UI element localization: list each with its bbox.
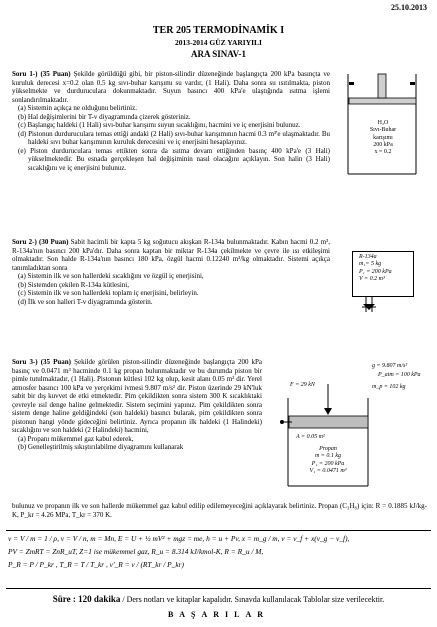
figure-tank-2 [352,251,414,297]
list-item: (c) Sistemin ilk ve son hallerdeki toplam iç enerjisini, belirleyin. [18,289,199,298]
list-item: (d) İlk ve son halleri T-v diyagramında gösterin. [18,297,153,306]
figure-2-line: V = 0.2 m³ [359,275,385,282]
list-item: (b) Genelleştirilmiş sıkıştırılabilme diyagramını kullanarak [18,443,184,452]
divider [6,530,431,531]
figure-1-line: x = 0.2 [374,149,392,156]
figure-3-line: Propan [319,446,337,452]
question-1-items [12,104,330,172]
duration-label: Süre : 120 dakika [52,594,121,604]
list-item: (b) Hal değişimlerini bir T-v diyagramında çizerek gösteriniz. [18,112,191,121]
figure-2-line: P₁ = 200 kPa [359,268,392,275]
question-3-intro: Şekilde görülen piston-silindir düzeneğinde başlangıçta 200 kPa basınç ve 0.0471 m³ hacminde 0.1 kg propan bulunmaktadır ve bu durumda piston bir pimle tutulmaktadır, (1 Hali). Pistonun kütlesi 102 kg olup, kesit alanı 0.05 m² dir. Yerel atmosfer basıncı 100 kPa ve yerçekimi ivmesi 9.807 m/s² dir. Piston üzerinde 29 kN'luk sabit bir dış kuvvet de etki etmektedir. Pim çekildikten sonra sistem 300 K sıcaklıktaki çevreyle ısıl denge haline gelmektedir. Sistem seçimini yapınız. Pim çekildikten sonra sistem denge haline geldiğindeki (son haldeki) basıncı bularak, pim çekildikten sonra pistonun hangi yönde gideceğini belirtiniz. Ayrıca propanın ilk haldeki (1 Halindeki) sıcaklığını ve son haldeki (2 Halindeki) hacmini, [12,358,263,435]
exam-rules: / Ders notları ve kitaplar kapalıdır. Sınavda kullanılacak Tablolar size verilecektir. [122,595,385,604]
divider [6,588,431,589]
question-2 [12,238,330,306]
question-2-label: Soru 2-) (30 Puan) [12,238,69,246]
figure-1-line: 200 kPa [373,141,393,148]
formula-sheet [8,534,433,569]
question-2-intro: Sabit hacimli bir kapta 5 kg soğutucu akışkan R-134a bulunmaktadır. Kabın hacmi 0.2 m³, R-134a'nın basıncı 200 kPa'dır. Daha sonra kaptan bir miktar R-134a çekilmekte ve çevre ile ısı etkileşimi olmaktadır. Son halde R-134a'nın basıncı 180 kPa, özgül hacmi 0.12240 m³/kg olmaktadır. Sistemi açıkça tanımladıktan sonra [12,238,331,272]
figure-2-line: R-134a [359,254,377,260]
patm-label: P_atm = 100 kPa [378,372,421,378]
valve-icon [358,296,388,318]
figure-1-line: karışımı [373,134,393,141]
question-3-tail: bulunuz ve propanın ilk ve son hallerde mükemmel gaz kabul edilip edilemeyeceğini açıklayarak belirtiniz. Propan (C₃H₈) için: R = 0.1885 kJ/kg-K, P_kr = 4.26 MPa, T_kr = 370 K. [12,502,427,519]
list-item: (b) Sistemden çekilen R-134a kütlesini, [18,280,130,289]
list-item: (a) Propanı mükemmel gaz kabul ederek, [18,434,134,443]
question-1-label: Soru 1-) (35 Puan) [12,70,71,78]
force-label: F = 29 kN [290,382,315,388]
term-label: 2013-2014 GÜZ YARIYILI [175,38,262,47]
formula-line-1: v = V / m = 1 / ρ, v = V / n, m = Mn, E = U + ½ mV² + mgz = me, h = u + Pv, x = m_g / m, v = v_f + x(v_g − v_f), [8,534,350,543]
list-item: (c) Başlangıç haldeki (1 Hali) sıvı-buhar karışımı suyun sıcaklığını, hacmini ve iç enerjisini bulunuz. [18,121,301,130]
question-2-items [12,272,330,306]
figure-3-line: V₁ = 0.0471 m³ [309,467,347,474]
list-item: (e) Piston durduruculara temas ettikten sonra da ısıtma devam ettiğinden basınç 400 kPa'e (3 Hali) yükselmektedir. Bu esnada gerçekleşen hal değişiminin nasıl olacağını açıklayın. Son halin (3 Hali) sıcaklığını ve iç enerjisini bulunuz. [18,146,330,172]
list-item: (d) Pistonun durduruculara temas ettiği andaki (2 Hali) sıvı-buhar karışımının hacmi 0.3 m³'e ulaşmaktadır. Bu haldeki sıvı buhar karışımının kuruluk derecesini ve iç enerjisini hesaplayınız. [18,129,330,147]
formula-line-3: P_R = P / P_kr , T_R = T / T_kr , v'_R = v / (RT_kr / P_kr) [8,560,184,570]
figure-1-line: H₂O [377,120,389,126]
question-1 [12,70,330,172]
figure-1-label [348,120,418,157]
propane-label [298,446,358,475]
formula-line-2: PV = ZmRT = ZnR_uT, Z=1 ise mükemmel gaz, R_u = 8.314 kJ/kmol-K, R = R_u / M, [8,547,264,557]
footer-note [0,594,437,605]
exam-date: 25.10.2013 [391,3,427,12]
gravity-label: g = 9.807 m/s² [372,363,408,369]
question-3-items [12,435,262,452]
piston-mass-label: m_p = 102 kg [372,384,406,390]
list-item: (a) Sistemin ilk ve son hallerdeki sıcaklığını ve özgül iç enerjisini, [18,272,204,281]
question-1-intro: Şekilde görüldüğü gibi, bir piston-silindir düzeneğinde başlangıçta 200 kPa basınçta ve kuruluk derecesi x=0.2 olan 0.5 kg sıvı-buhar karışımı su vardır, (1 Hali). Daha sonra su ısıtılmakta, piston yükselmekte ve durduruculara dokunmaktadır. Suyun basıncı 400 kPa'e ulaştığında ısıtma işlemi sonlandırılmaktadır. [12,70,330,104]
figure-2-line: m₁= 5 kg [359,261,382,268]
question-3 [12,358,262,452]
course-title: TER 205 TERMODİNAMİK I [152,25,285,36]
closing-greeting: BAŞARILAR [167,610,270,619]
list-item: (a) Sistemin açıkça ne olduğunu belirtiniz. [18,104,137,113]
figure-3-line: P₁ = 200 kPa [311,460,345,467]
question-3-label: Soru 3-) (35 Puan) [12,358,71,366]
exam-label: ARA SINAV-1 [191,49,246,59]
area-label: A = 0.05 m² [296,434,325,440]
figure-1-line: Sıvı-Buhar [369,127,397,134]
figure-3-line: m = 0.1 kg [314,453,342,460]
